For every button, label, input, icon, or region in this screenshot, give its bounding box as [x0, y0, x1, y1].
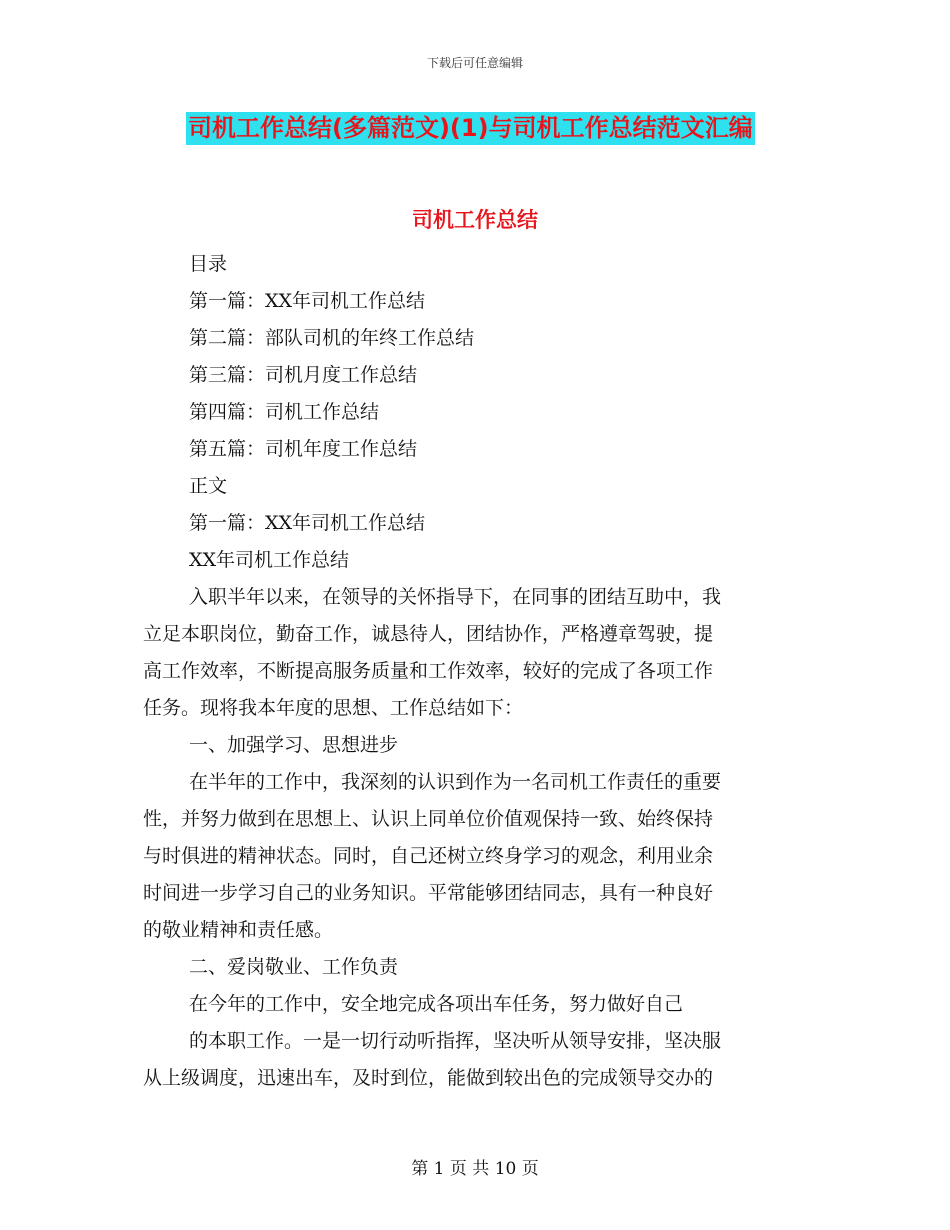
paragraph-line: 从上级调度，迅速出车，及时到位，能做到较出色的完成领导交办的 — [143, 1067, 714, 1089]
page-footer: 第 1 页 共 10 页 — [411, 1159, 539, 1179]
document-title: 司机工作总结(多篇范文)(1)与司机工作总结范文汇编 — [186, 112, 755, 145]
header-note: 下载后可任意编辑 — [426, 56, 523, 70]
section-heading: 二、爱岗敬业、工作负责 — [189, 956, 399, 978]
paragraph-line: 在今年的工作中，安全地完成各项出车任务，努力做好自己 — [189, 993, 684, 1015]
paragraph-line: 在半年的工作中，我深刻的认识到作为一名司机工作责任的重要 — [189, 771, 722, 793]
paragraph-line: 与时俱进的精神状态。同时，自己还树立终身学习的观念，利用业余 — [143, 845, 714, 867]
chapter-heading: 第一篇：XX年司机工作总结 — [189, 512, 426, 534]
paragraph-line: 性，并努力做到在思想上、认识上同单位价值观保持一致、始终保持 — [143, 808, 714, 830]
chapter-title: XX年司机工作总结 — [189, 549, 350, 571]
toc-item: 第三篇：司机月度工作总结 — [189, 364, 418, 386]
paragraph-line: 任务。现将我本年度的思想、工作总结如下： — [143, 697, 524, 719]
paragraph-line: 时间进一步学习自己的业务知识。平常能够团结同志，具有一种良好 — [143, 882, 714, 904]
toc-heading: 目录 — [189, 253, 228, 275]
paragraph-line: 的敬业精神和责任感。 — [143, 919, 334, 941]
paragraph-line: 高工作效率，不断提高服务质量和工作效率，较好的完成了各项工作 — [143, 660, 714, 682]
section-title: 司机工作总结 — [412, 208, 538, 232]
paragraph-line: 入职半年以来，在领导的关怀指导下，在同事的团结互助中，我 — [189, 586, 722, 608]
paragraph-line: 的本职工作。一是一切行动听指挥，坚决听从领导安排，坚决服 — [189, 1030, 722, 1052]
toc-item: 第二篇：部队司机的年终工作总结 — [189, 327, 475, 349]
section-heading: 一、加强学习、思想进步 — [189, 734, 399, 756]
body-heading: 正文 — [189, 475, 228, 497]
toc-item: 第一篇：XX年司机工作总结 — [189, 290, 426, 312]
paragraph-line: 立足本职岗位，勤奋工作，诚恳待人，团结协作，严格遵章驾驶，提 — [143, 623, 714, 645]
toc-item: 第五篇：司机年度工作总结 — [189, 438, 418, 460]
toc-item: 第四篇：司机工作总结 — [189, 401, 380, 423]
